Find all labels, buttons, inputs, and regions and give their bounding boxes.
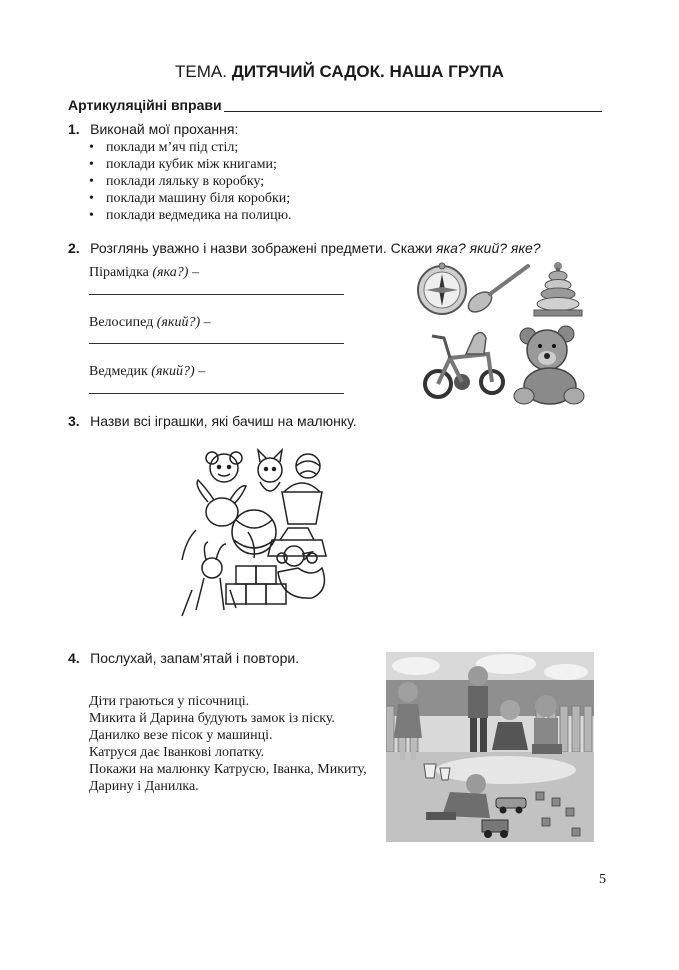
answer-line-pyramid[interactable] (89, 294, 344, 295)
question-number: 4. (68, 650, 80, 666)
question-2 (68, 240, 541, 258)
q2-row-bicycle (89, 315, 211, 331)
question-number: 3. (68, 413, 80, 429)
row-word: Ведмедик (89, 364, 152, 379)
q2-row-pyramid (89, 265, 199, 281)
q1-list (86, 139, 292, 224)
small-bunny-icon (182, 542, 236, 616)
page-number: 5 (599, 872, 606, 887)
q2-illustrations (410, 258, 590, 408)
articulation-label: Артикуляційні вправи (68, 97, 222, 113)
articulation-answer-line[interactable] (224, 111, 602, 112)
list-item: • поклади ляльку в коробку; (86, 173, 292, 190)
list-item: • поклади кубик між книгами; (86, 156, 292, 173)
question-text: Послухай, запам’ятай і повтори. (90, 650, 300, 666)
question-number: 2. (68, 240, 80, 256)
doll-icon (206, 452, 242, 482)
question-text-italic: яка? який? яке? (436, 240, 541, 256)
story-line: Катруся дає Іванкові лопатку. (89, 745, 265, 760)
question-4 (68, 650, 299, 668)
q2-row-bear (89, 364, 205, 380)
title-prefix: ТЕМА. (175, 62, 227, 81)
teddy-bear-icon (514, 326, 584, 404)
spoon-icon (465, 266, 528, 316)
list-item: • поклади машину біля коробки; (86, 190, 292, 207)
pyramid-toy-icon (534, 262, 582, 316)
list-item: • поклади ведмедика на полицю. (86, 207, 292, 224)
row-dash: – (188, 265, 199, 280)
page-title (0, 62, 679, 82)
story-line: Діти граються у пісочниці. (89, 694, 250, 709)
row-word: Пірамідка (89, 265, 153, 280)
bunny-icon (182, 480, 254, 560)
duck-icon (278, 546, 324, 598)
question-number: 1. (68, 121, 80, 137)
title-main: ДИТЯЧИЙ САДОК. НАША ГРУПА (231, 62, 504, 81)
question-text: Назви всі іграшки, які бачиш на малюнку. (90, 413, 357, 429)
story-line: Микита й Дарина будують замок із піску. (89, 711, 335, 726)
compass-icon (418, 263, 466, 314)
question-text: Розглянь уважно і назви зображені предмети. Скажи (90, 240, 437, 256)
list-item: • поклади м’яч під стіл; (86, 139, 292, 156)
q4-story (89, 693, 367, 795)
row-dash: – (200, 315, 211, 330)
row-hint: (яка?) (152, 265, 189, 280)
ball-icon (296, 454, 320, 478)
tricycle-icon (425, 332, 503, 397)
row-hint: (який?) (151, 364, 195, 379)
story-line: Данилко везе пісок у машинці. (89, 728, 273, 743)
row-dash: – (194, 364, 206, 379)
story-line: Покажи на малюнку Катрусю, Іванка, Микиту, (89, 762, 367, 777)
question-text: Виконай мої прохання: (90, 121, 239, 137)
bucket-icon (282, 483, 322, 524)
answer-line-bicycle[interactable] (89, 343, 344, 344)
cat-icon (258, 450, 282, 491)
row-hint: (який?) (156, 315, 201, 330)
story-line: Дарину і Данилка. (89, 779, 199, 794)
sandbox-illustration (386, 652, 594, 842)
question-3 (68, 413, 357, 431)
toys-outline-picture (172, 440, 332, 630)
blocks-icon (226, 566, 286, 604)
question-1 (68, 121, 238, 139)
row-word: Велосипед (89, 315, 157, 330)
answer-line-bear[interactable] (89, 393, 344, 394)
